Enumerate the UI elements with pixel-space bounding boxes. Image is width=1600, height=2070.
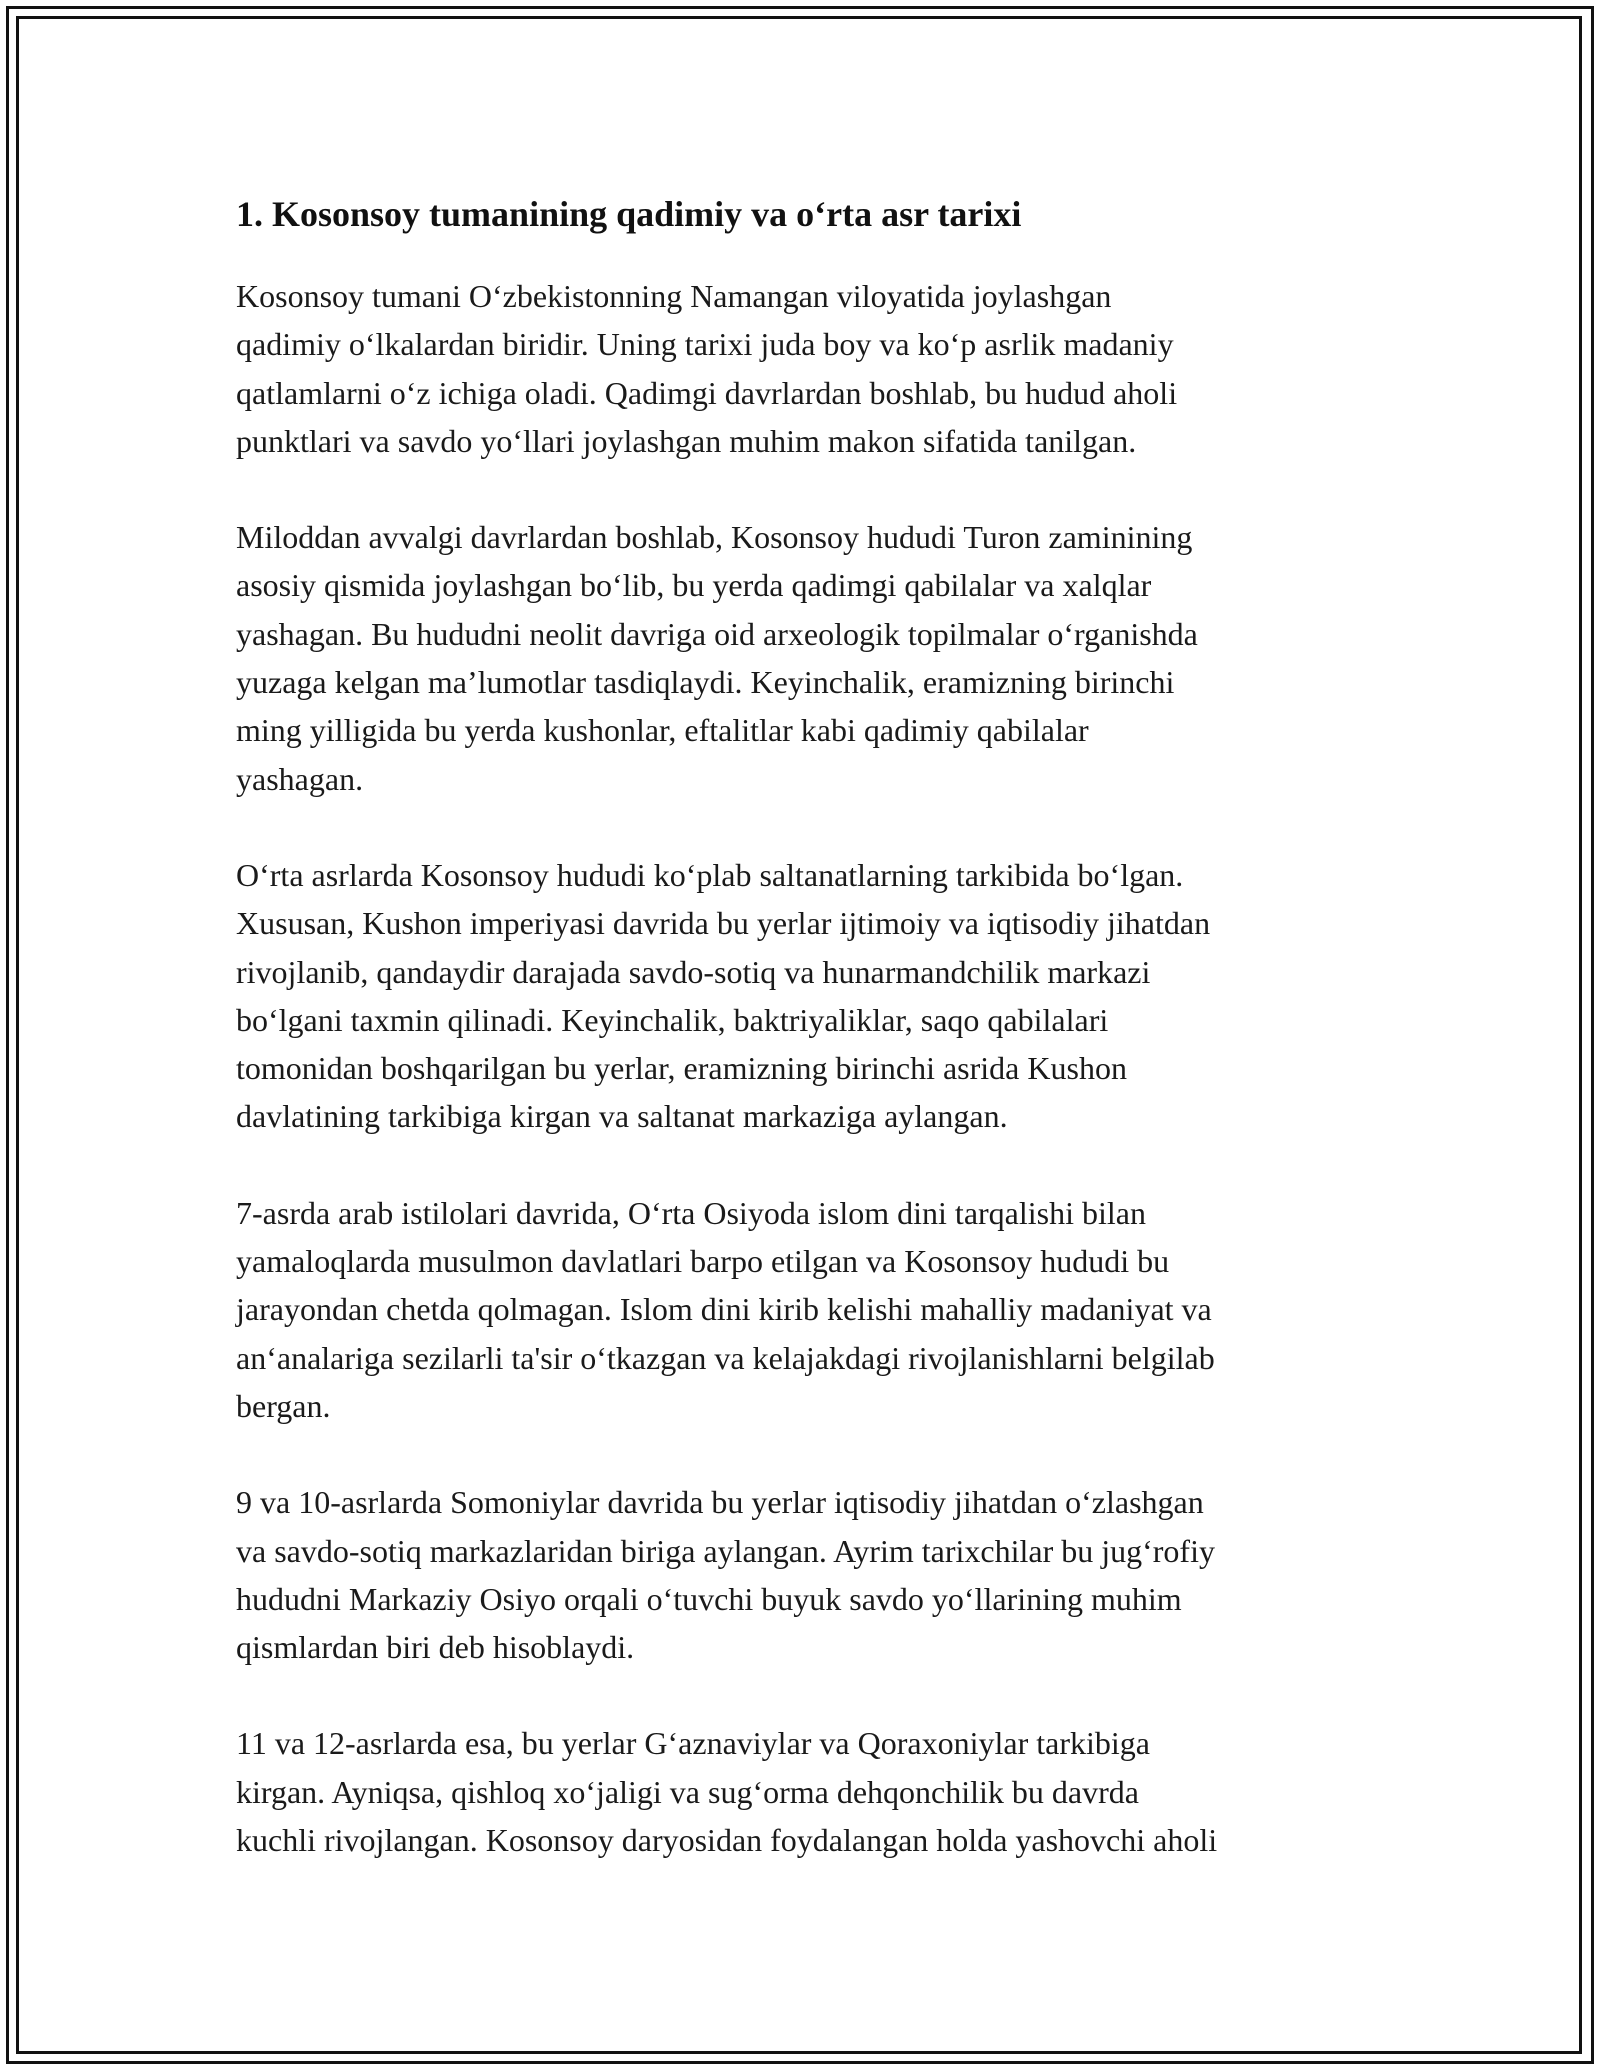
text-line: va savdo-sotiq markazlaridan biriga aylangan. Ayrim tarixchilar bu jugʻrofiy xyxy=(236,1532,1215,1569)
paragraph-2 xyxy=(236,513,1376,803)
text-line: ming yilligida bu yerda kushonlar, eftalitlar kabi qadimiy qabilalar xyxy=(236,712,1089,749)
paragraph-6 xyxy=(236,1719,1376,1864)
paragraph-4 xyxy=(236,1189,1376,1430)
text-line: 9 va 10-asrlarda Somoniylar davrida bu yerlar iqtisodiy jihatdan oʻzlashgan xyxy=(236,1484,1204,1521)
text-line: qatlamlarni oʻz ichiga oladi. Qadimgi davrlardan boshlab, bu hudud aholi xyxy=(236,374,1178,411)
text-line: Kosonsoy tumani Oʻzbekistonning Namangan viloyatida joylashgan xyxy=(236,278,1112,314)
text-line: kirgan. Ayniqsa, qishloq xoʻjaligi va sugʻorma dehqonchilik bu davrda xyxy=(236,1773,1139,1810)
text-line: Xususan, Kushon imperiyasi davrida bu yerlar ijtimoiy va iqtisodiy jihatdan xyxy=(236,905,1211,942)
text-line: kuchli rivojlangan. Kosonsoy daryosidan foydalangan holda yashovchi aholi xyxy=(236,1822,1218,1859)
text-line: yashagan. xyxy=(236,760,364,797)
text-line: boʻlgani taxmin qilinadi. Keyinchalik, baktriyaliklar, saqo qabilalari xyxy=(236,1001,1109,1038)
paragraph-1 xyxy=(236,272,1376,465)
text-line: tomonidan boshqarilgan bu yerlar, eramizning birinchi asrida Kushon xyxy=(236,1050,1127,1087)
section-heading: 1. Kosonsoy tumanining qadimiy va oʻrta asr tarixi xyxy=(236,194,1022,234)
text-line: punktlari va savdo yoʻllari joylashgan muhim makon sifatida tanilgan. xyxy=(236,422,1137,459)
text-line: asosiy qismida joylashgan boʻlib, bu yerda qadimgi qabilalar va xalqlar xyxy=(236,567,1152,604)
text-line: hududni Markaziy Osiyo orqali oʻtuvchi buyuk savdo yoʻllarining muhim xyxy=(236,1580,1182,1617)
text-line: Oʻrta asrlarda Kosonsoy hududi koʻplab saltanatlarning tarkibida boʻlgan. xyxy=(236,856,1184,893)
text-line: jarayondan chetda qolmagan. Islom dini kirib kelishi mahalliy madaniyat va xyxy=(236,1291,1212,1328)
text-line: anʻanalariga sezilarli ta'sir oʻtkazgan va kelajakdagi rivojlanishlarni belgilab xyxy=(236,1339,1215,1376)
text-line: rivojlanib, qandaydir darajada savdo-sotiq va hunarmandchilik markazi xyxy=(236,953,1151,990)
text-line: Miloddan avvalgi davrlardan boshlab, Kosonsoy hududi Turon zaminining xyxy=(236,519,1193,556)
text-line: yuzaga kelgan maʼlumotlar tasdiqlaydi. Keyinchalik, eramizning birinchi xyxy=(236,664,1175,701)
document-body xyxy=(236,186,1376,1864)
paragraph-5 xyxy=(236,1478,1376,1671)
text-line: bergan. xyxy=(236,1387,331,1424)
text-line: yashagan. Bu hududni neolit davriga oid arxeologik topilmalar oʻrganishda xyxy=(236,615,1198,652)
text-line: qismlardan biri deb hisoblaydi. xyxy=(236,1629,635,1666)
text-line: yamaloqlarda musulmon davlatlari barpo etilgan va Kosonsoy hududi bu xyxy=(236,1243,1170,1280)
text-line: qadimiy oʻlkalardan biridir. Uning tarixi juda boy va koʻp asrlik madaniy xyxy=(236,326,1174,363)
text-line: 7-asrda arab istilolari davrida, Oʻrta Osiyoda islom dini tarqalishi bilan xyxy=(236,1194,1146,1231)
text-line: 11 va 12-asrlarda esa, bu yerlar Gʻaznaviylar va Qoraxoniylar tarkibiga xyxy=(236,1725,1150,1762)
text-line: davlatining tarkibiga kirgan va saltanat markaziga aylangan. xyxy=(236,1098,1008,1135)
paragraph-3 xyxy=(236,851,1376,1141)
